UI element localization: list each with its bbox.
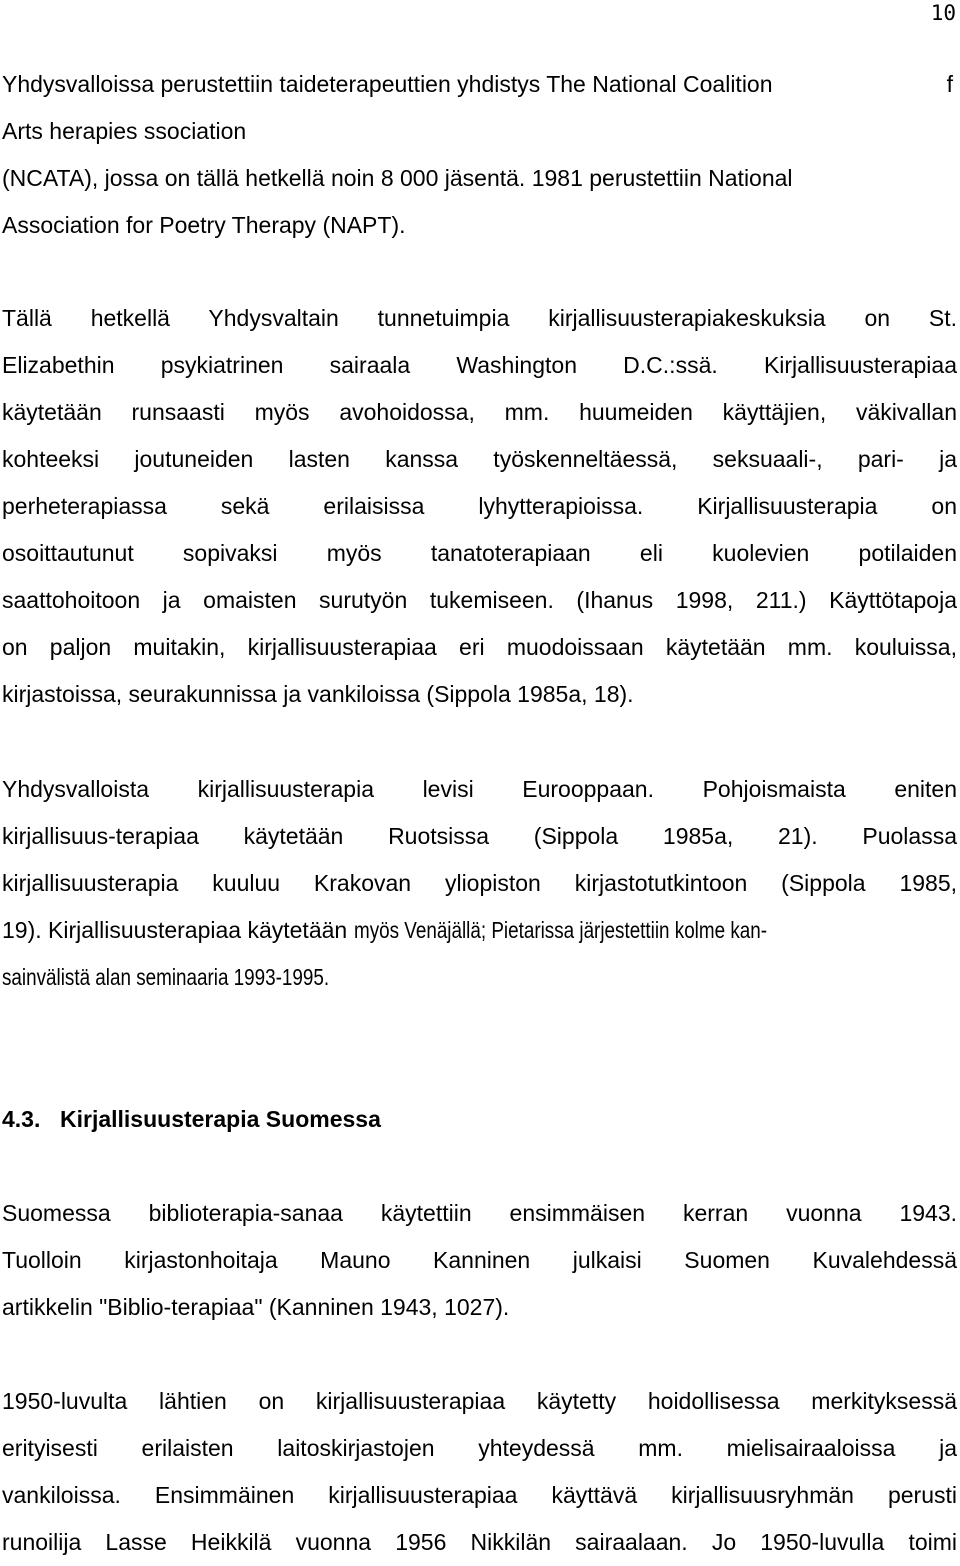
paragraph-5-line-1: 1950-luvulta lähtien on kirjallisuusterapiaa käytetty hoidollisessa merkityksessä bbox=[2, 1388, 957, 1414]
paragraph-4-line-2: Tuolloin kirjastonhoitaja Mauno Kanninen julkaisi Suomen Kuvalehdessä bbox=[2, 1247, 957, 1273]
paragraph-1-line-3: (NCATA), jossa on tällä hetkellä noin 8 000 jäsentä. 1981 perustettiin National bbox=[2, 165, 793, 191]
paragraph-2 bbox=[2, 295, 957, 718]
paragraph-2-line-2: Elizabethin psykiatrinen sairaala Washington D.C.:ssä. Kirjallisuusterapiaa bbox=[2, 352, 957, 378]
paragraph-1-line-1-text: Yhdysvalloissa perustettiin taideterapeuttien yhdistys The National Coalition bbox=[2, 71, 773, 97]
paragraph-4-line-3: artikkelin "Biblio-terapiaa" (Kanninen 1943, 1027). bbox=[2, 1294, 510, 1320]
paragraph-5-line-2: erityisesti erilaisten laitoskirjastojen yhteydessä mm. mielisairaaloissa ja bbox=[2, 1435, 957, 1461]
paragraph-3-line-5-condensed: sainvälistä alan seminaaria 1993-1995. bbox=[2, 964, 330, 990]
paragraph-1-line-2: Arts herapies ssociation bbox=[2, 118, 247, 144]
page-number: 10 bbox=[930, 1, 956, 25]
paragraph-2-line-7: saattohoitoon ja omaisten surutyön tukemiseen. (Ihanus 1998, 211.) Käyttötapoja bbox=[2, 587, 957, 613]
paragraph-1-line-1 bbox=[2, 61, 957, 108]
paragraph-5-line-3: vankiloissa. Ensimmäinen kirjallisuusterapiaa käyttävä kirjallisuusryhmän perusti bbox=[2, 1482, 957, 1508]
paragraph-5-line-4: runoilija Lasse Heikkilä vuonna 1956 Nikkilän sairaalaan. Jo 1950-luvulla toimi bbox=[2, 1529, 957, 1555]
section-heading-number: 4.3. bbox=[2, 1106, 41, 1132]
paragraph-2-line-8: on paljon muitakin, kirjallisuusterapiaa eri muodoissaan käytetään mm. kouluissa, bbox=[2, 634, 957, 660]
paragraph-3-line-1: Yhdysvalloista kirjallisuusterapia levisi Eurooppaan. Pohjoismaista eniten bbox=[2, 776, 957, 802]
paragraph-2-line-6: osoittautunut sopivaksi myös tanatoterapiaan eli kuolevien potilaiden bbox=[2, 540, 957, 566]
paragraph-2-line-5: perheterapiassa sekä erilaisissa lyhytterapioissa. Kirjallisuusterapia on bbox=[2, 493, 957, 519]
paragraph-5 bbox=[2, 1378, 957, 1566]
paragraph-4 bbox=[2, 1190, 957, 1331]
paragraph-3-line-2: kirjallisuus-terapiaa käytetään Ruotsissa (Sippola 1985a, 21). Puolassa bbox=[2, 823, 957, 849]
paragraph-2-line-4: kohteeksi joutuneiden lasten kanssa työskenneltäessä, seksuaali-, pari- ja bbox=[2, 446, 957, 472]
paragraph-1-line-4: Association for Poetry Therapy (NAPT). bbox=[2, 212, 406, 238]
paragraph-3-line-4-condensed: myös Venäjällä; Pietarissa järjestettiin kolme kan- bbox=[353, 917, 767, 943]
section-heading bbox=[2, 1096, 381, 1143]
paragraph-3-line-5 bbox=[2, 954, 957, 1001]
paragraph-3-line-3: kirjallisuusterapia kuuluu Krakovan yliopiston kirjastotutkintoon (Sippola 1985, bbox=[2, 870, 957, 896]
paragraph-1-line-1-tail: f bbox=[946, 71, 953, 97]
paragraph-3 bbox=[2, 766, 957, 1001]
paragraph-2-line-9: kirjastoissa, seurakunnissa ja vankiloissa (Sippola 1985a, 18). bbox=[2, 681, 634, 707]
section-heading-title: Kirjallisuusterapia Suomessa bbox=[60, 1106, 381, 1132]
paragraph-4-line-1: Suomessa biblioterapia-sanaa käytettiin ensimmäisen kerran vuonna 1943. bbox=[2, 1200, 957, 1226]
paragraph-2-line-3: käytetään runsaasti myös avohoidossa, mm. huumeiden käyttäjien, väkivallan bbox=[2, 399, 957, 425]
paragraph-3-line-4-normal: 19). Kirjallisuusterapiaa käytetään bbox=[2, 917, 354, 943]
paragraph-3-line-4 bbox=[2, 907, 957, 954]
paragraph-2-line-1: Tällä hetkellä Yhdysvaltain tunnetuimpia kirjallisuusterapiakeskuksia on St. bbox=[2, 305, 957, 331]
paragraph-1 bbox=[2, 61, 957, 249]
